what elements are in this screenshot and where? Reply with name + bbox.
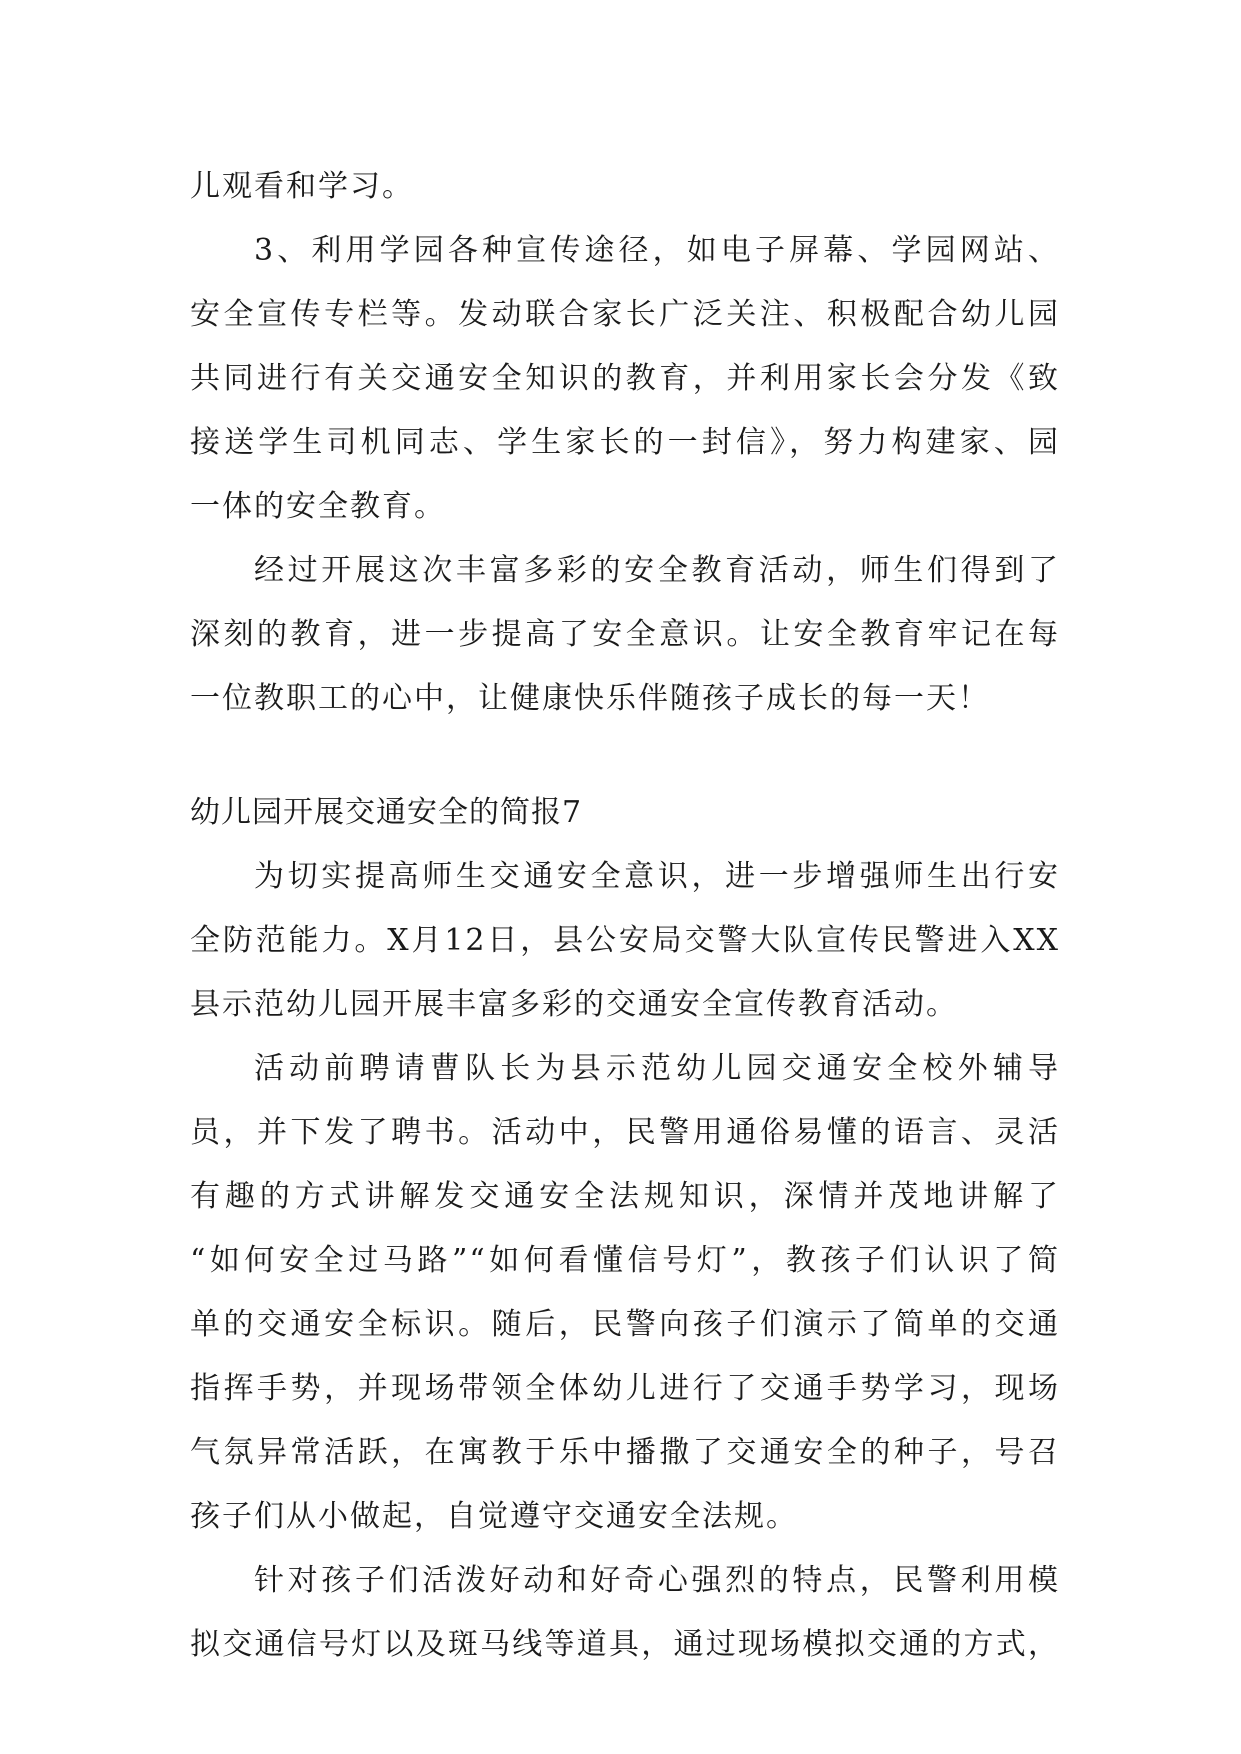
text-line: 有趣的方式讲解发交通安全法规知识，深情并茂地讲解了 [190, 1179, 1060, 1214]
text-line: 全防范能力。X月12日，县公安局交警大队宣传民警进入XX [190, 923, 1060, 958]
section-gap [190, 731, 1060, 781]
paragraph-first-line: 活动前聘请曹队长为县示范幼儿园交通安全校外辅导 [254, 1051, 1060, 1086]
document-body [190, 155, 1060, 1677]
text-line: 深刻的教育，进一步提高了安全意识。让安全教育牢记在每 [190, 617, 1060, 652]
text-line: 气氛异常活跃，在寓教于乐中播撒了交通安全的种子，号召 [190, 1435, 1060, 1470]
paragraph-first-line: 为切实提高师生交通安全意识，进一步增强师生出行安 [254, 859, 1060, 894]
text-line: 一体的安全教育。 [190, 489, 446, 524]
text-line: 一位教职工的心中，让健康快乐伴随孩子成长的每一天！ [190, 681, 990, 716]
text-line: 指挥手势，并现场带领全体幼儿进行了交通手势学习，现场 [190, 1371, 1060, 1406]
text-line: 共同进行有关交通安全知识的教育，并利用家长会分发《致 [190, 361, 1060, 396]
text-line: 儿观看和学习。 [190, 169, 414, 204]
paragraph-first-line: 3、利用学园各种宣传途径，如电子屏幕、学园网站、 [254, 233, 1060, 268]
paragraph-first-line: 经过开展这次丰富多彩的安全教育活动，师生们得到了 [254, 553, 1060, 588]
text-line: 单的交通安全标识。随后，民警向孩子们演示了简单的交通 [190, 1307, 1060, 1342]
text-line: 接送学生司机同志、学生家长的一封信》，努力构建家、园 [190, 425, 1060, 460]
section-heading: 幼儿园开展交通安全的简报7 [190, 795, 583, 830]
text-line: “如何安全过马路”“如何看懂信号灯”，教孩子们认识了简 [190, 1243, 1060, 1278]
paragraph-first-line: 针对孩子们活泼好动和好奇心强烈的特点，民警利用模 [254, 1563, 1060, 1598]
text-line: 拟交通信号灯以及斑马线等道具，通过现场模拟交通的方式， [190, 1627, 1060, 1662]
text-line: 县示范幼儿园开展丰富多彩的交通安全宣传教育活动。 [190, 987, 958, 1022]
text-line: 安全宣传专栏等。发动联合家长广泛关注、积极配合幼儿园 [190, 297, 1060, 332]
text-line: 孩子们从小做起，自觉遵守交通安全法规。 [190, 1499, 798, 1534]
text-line: 员，并下发了聘书。活动中，民警用通俗易懂的语言、灵活 [190, 1115, 1060, 1150]
